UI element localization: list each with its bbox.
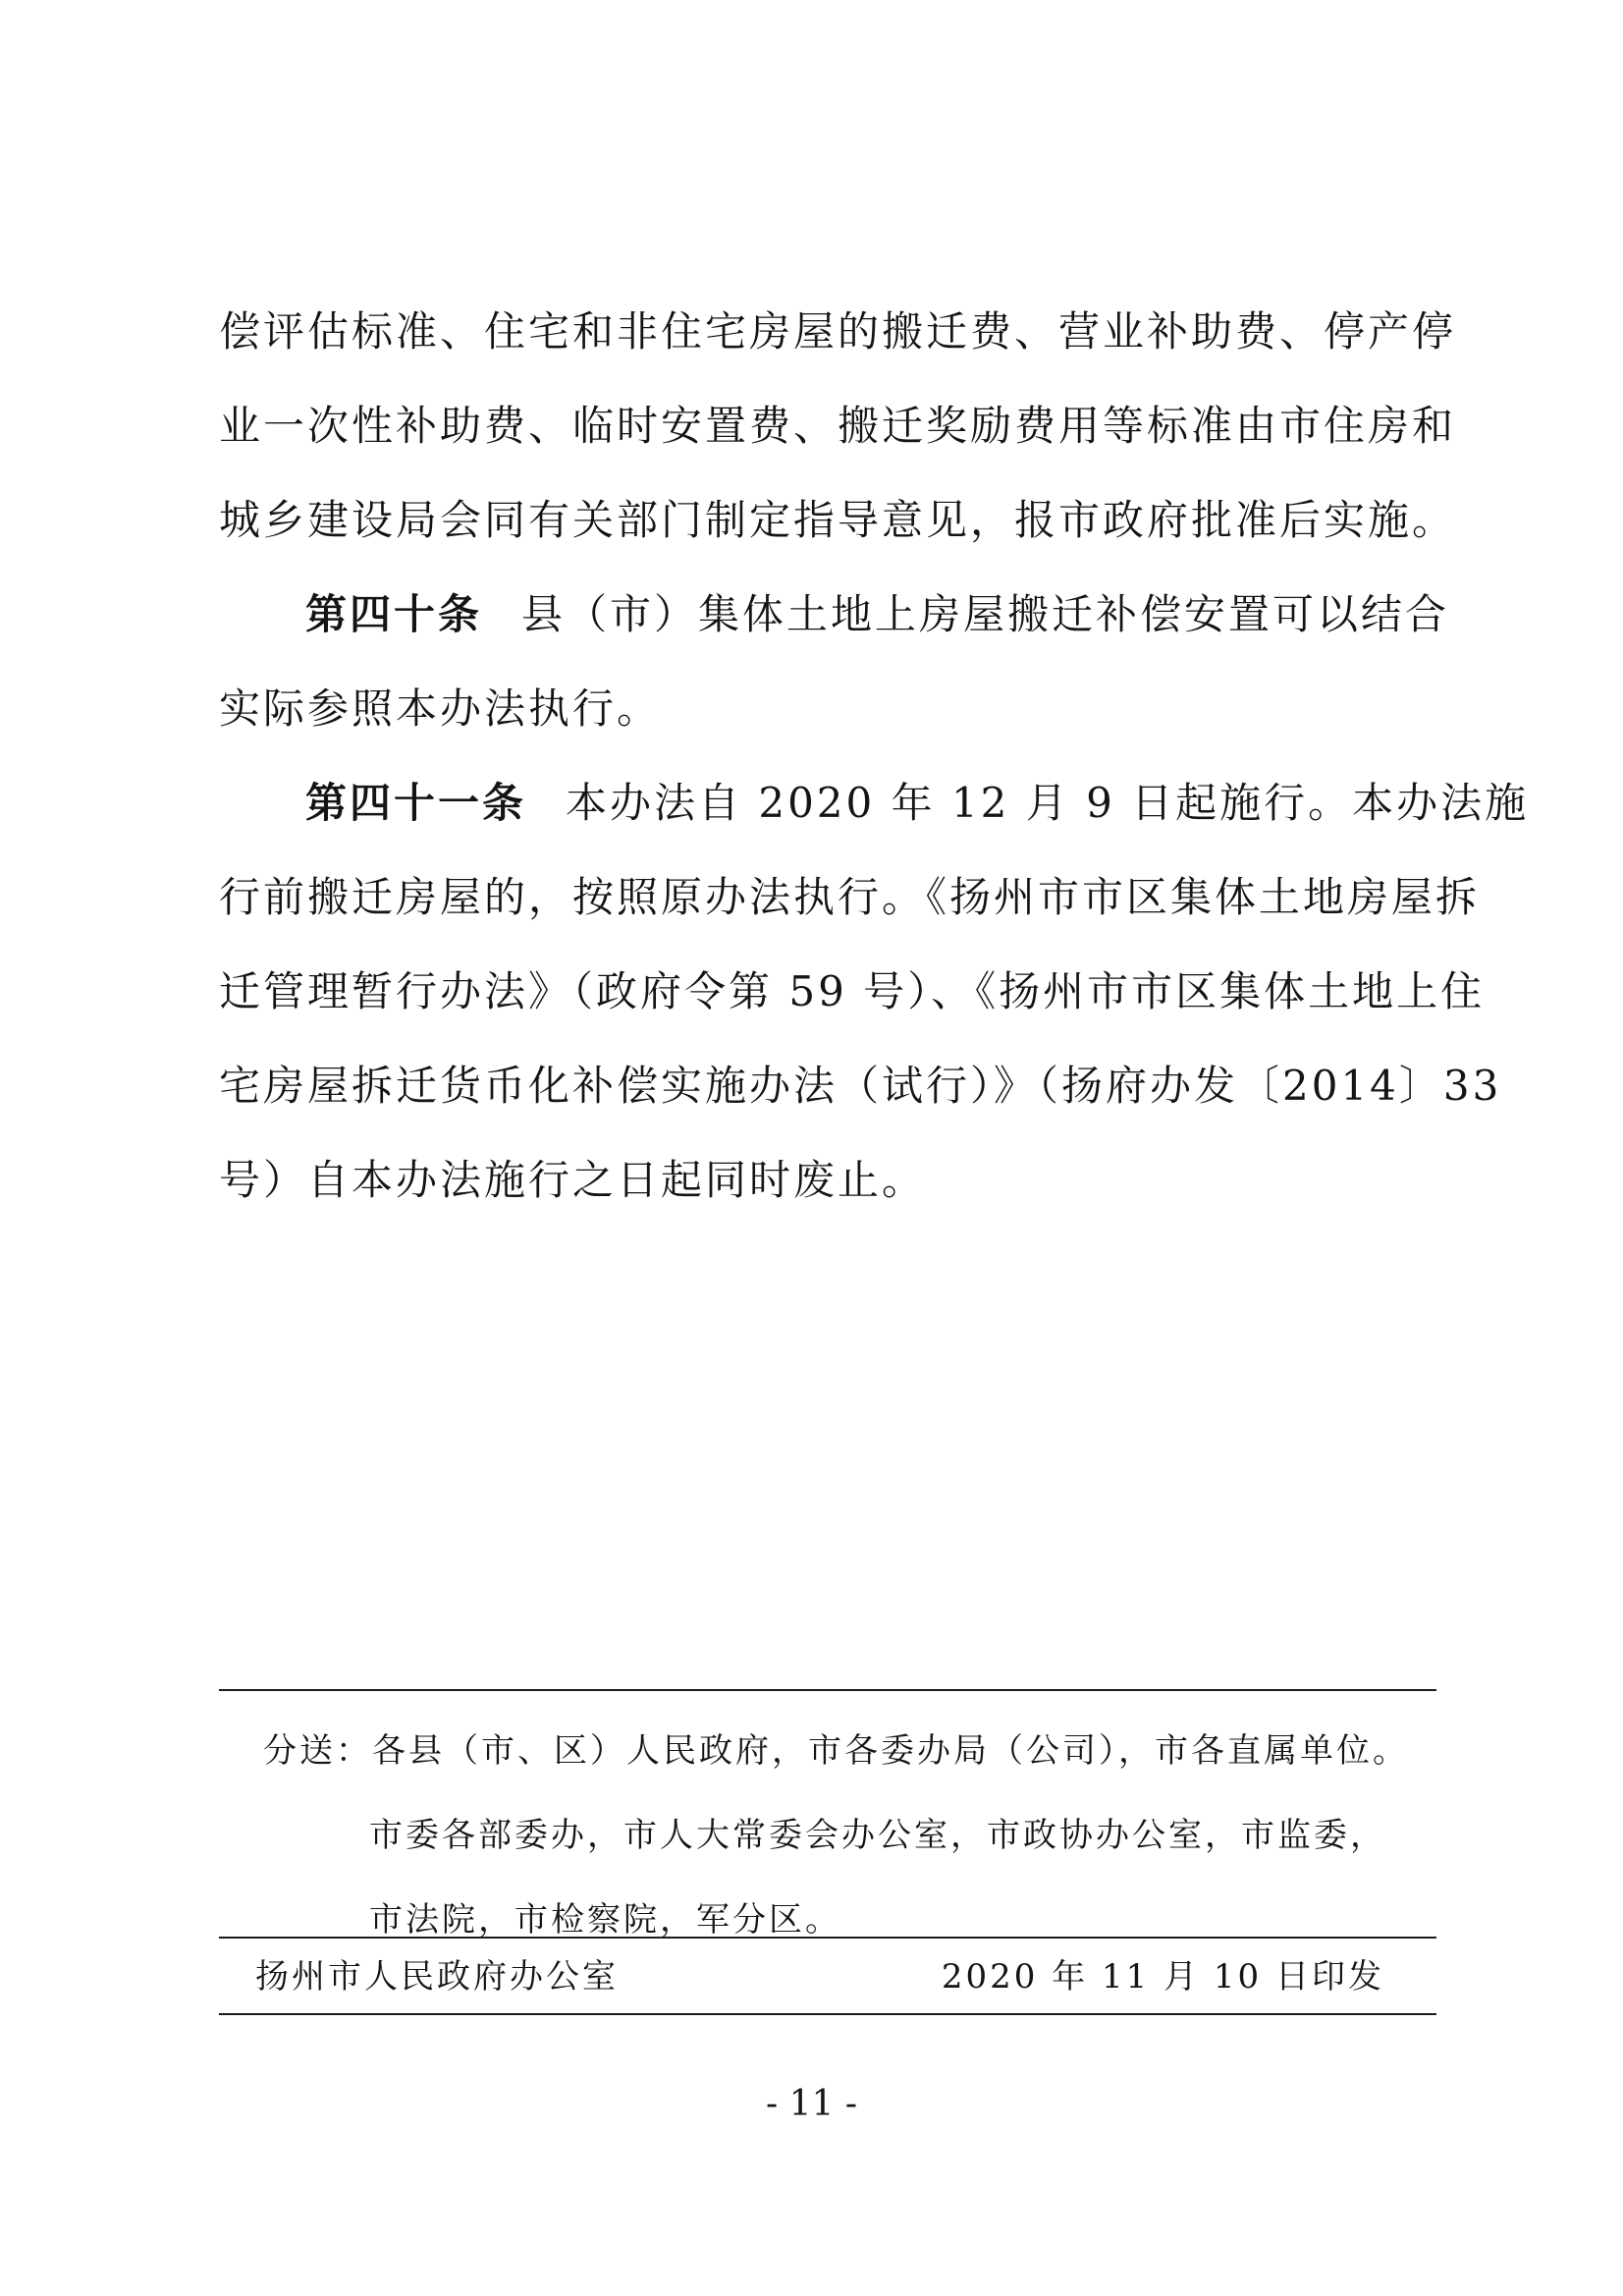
article-41-line-2: 行前搬迁房屋的，按照原办法执行。《扬州市市区集体土地房屋拆 — [219, 873, 1481, 921]
article-40-text: 县（市）集体土地上房屋搬迁补偿安置可以结合 — [521, 590, 1450, 638]
distribution-list — [263, 1709, 1441, 1962]
footer-rule-bottom — [219, 2013, 1436, 2015]
footer-rule-middle — [219, 1937, 1436, 1939]
issuer: 扬州市人民政府办公室 — [255, 1957, 619, 1996]
article-41-heading: 第四十一条 — [305, 779, 527, 827]
issue-date: 2020 年 11 月 10 日印发 — [941, 1957, 1384, 1996]
footer-rule-top — [219, 1689, 1436, 1691]
distribution-line-2: 市委各部委办，市人大常委会办公室，市政协办公室，市监委， — [369, 1816, 1386, 1855]
body-line-3: 城乡建设局会同有关部门制定指导意见，报市政府批准后实施。 — [219, 496, 1457, 544]
article-41-text: 本办法自 2020 年 12 月 9 日起施行。本办法施 — [566, 779, 1530, 827]
article-41-line-5: 号）自本办法施行之日起同时废止。 — [219, 1156, 927, 1204]
article-41 — [219, 756, 1530, 850]
distribution-line-1: 分送：各县（市、区）人民政府，市各委办局（公司），市各直属单位。 — [263, 1731, 1409, 1771]
body-text — [219, 285, 1530, 1228]
article-41-line-4: 宅房屋拆迁货币化补偿实施办法（试行）》（扬府办发〔2014〕33 — [219, 1062, 1502, 1110]
article-40 — [219, 568, 1450, 662]
article-40-continued: 实际参照本办法执行。 — [219, 684, 662, 733]
body-line-1: 偿评估标准、住宅和非住宅房屋的搬迁费、营业补助费、停产停 — [219, 307, 1457, 355]
body-line-2: 业一次性补助费、临时安置费、搬迁奖励费用等标准由市住房和 — [219, 402, 1457, 450]
distribution-line-3: 市法院，市检察院，军分区。 — [369, 1900, 841, 1940]
issue-info — [255, 1946, 1384, 2007]
article-40-heading: 第四十条 — [305, 590, 483, 638]
page-number: - 11 - — [765, 2084, 858, 2124]
article-41-line-3: 迁管理暂行办法》（政府令第 59 号）、《扬州市市区集体土地上住 — [219, 967, 1486, 1015]
